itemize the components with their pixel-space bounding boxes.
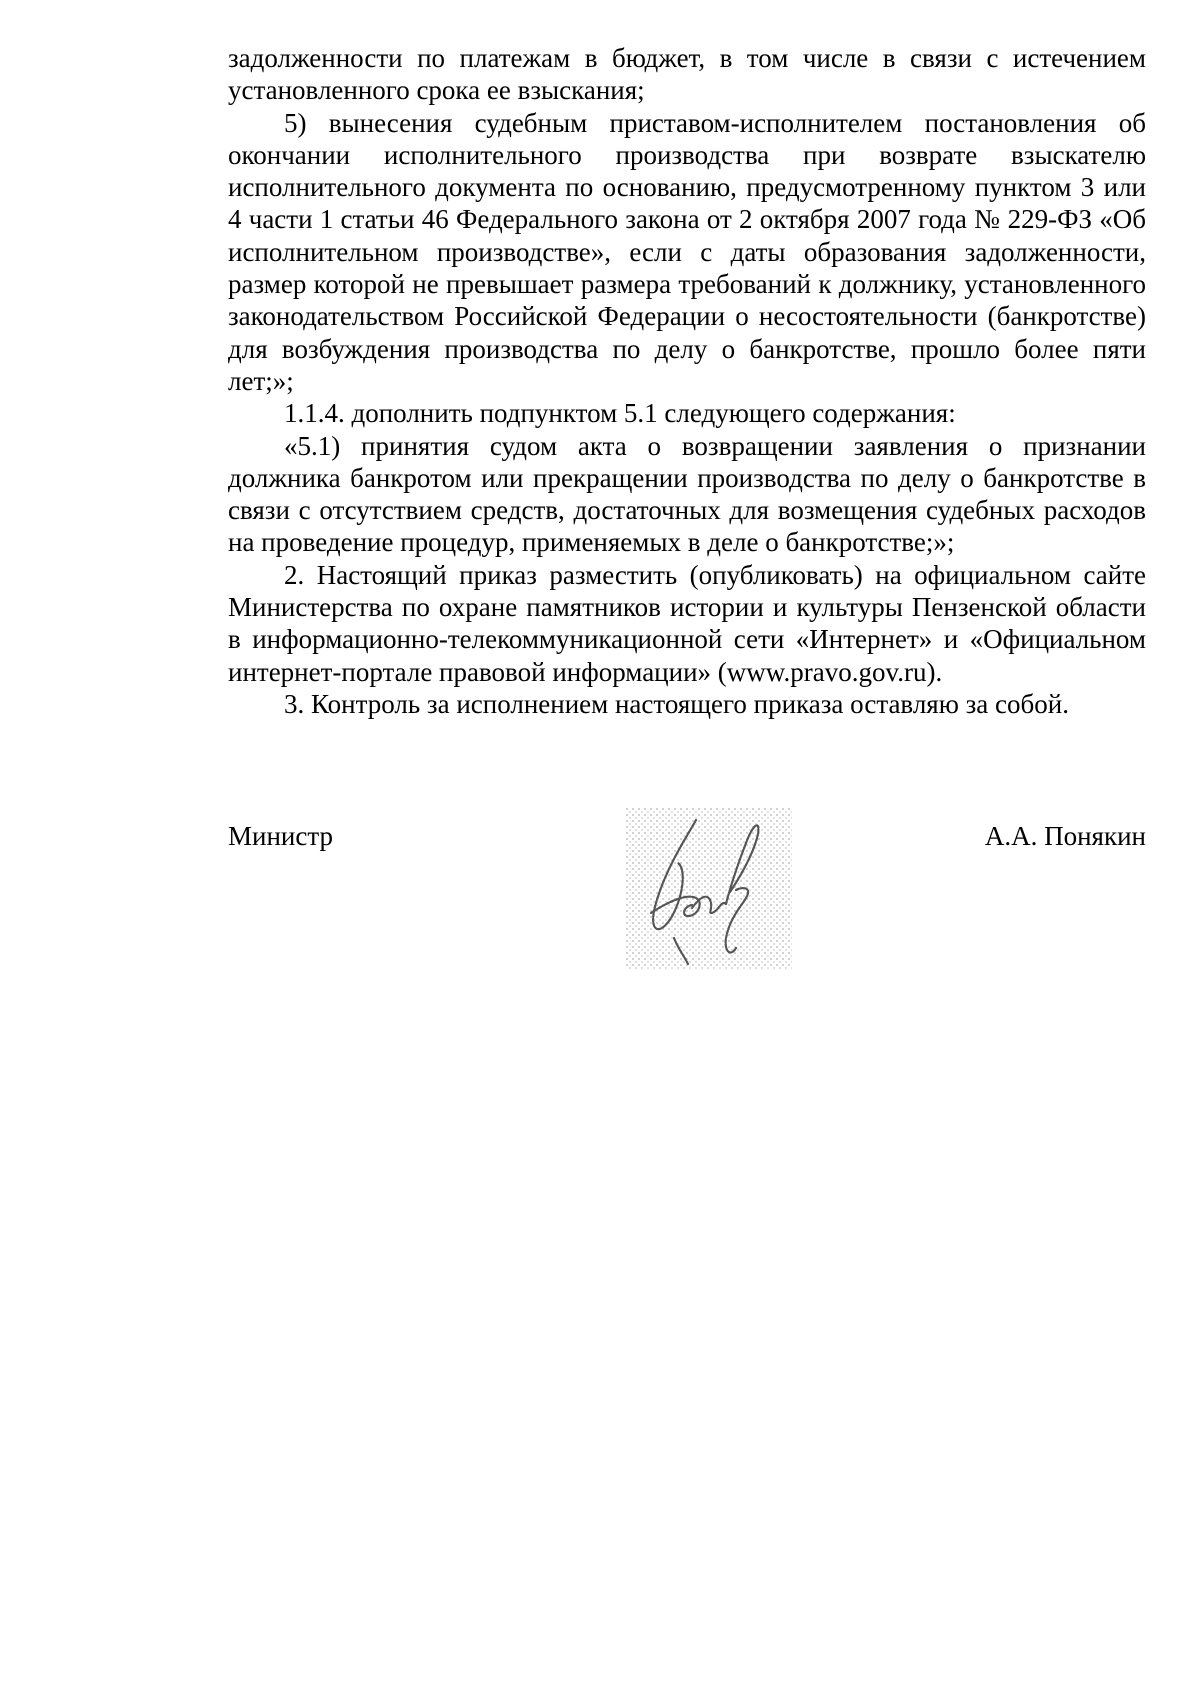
paragraph-item-5: 5) вынесения судебным приставом-исполнителем постановления об окончании исполнительного производства при возврате взыскателю исполнительного документа по основанию, предусмотренному пунктом 3 или 4 части 1 статьи 46 Федерального закона от 2 октября 2007 года № 229-ФЗ «Об исполнительном производстве», если с даты образования задолженности, размер которой не превышает размера требований к должнику, установленного законодательством Российской Федерации о несостоятельности (банкротстве) для возбуждения производства по делу о банкротстве, прошло более пяти лет;»; [228,107,1146,396]
paragraph-item-1-1-4: 1.1.4. дополнить подпунктом 5.1 следующего содержания: [284,398,956,429]
paragraph-continuation: задолженности по платежам в бюджет, в том числе в связи с истечением установленного срока ее взыскания; [228,43,1146,106]
document-body [228,42,1146,720]
paragraph-item-3: 3. Контроль за исполнением настоящего приказа оставляю за собой. [284,688,1069,719]
paragraph-item-5-1: «5.1) принятия судом акта о возвращении заявления о признании должника банкротом или прекращении производства по делу о банкротстве в связи с отсутствием средств, достаточных для возмещения судебных расходов на проведение процедур, применяемых в деле о банкротстве;»; [228,430,1146,558]
signer-position: Министр [228,821,333,851]
paragraph-item-2: 2. Настоящий приказ разместить (опубликовать) на официальном сайте Министерства по охране памятников истории и культуры Пензенской области в информационно-телекоммуникационной сети «Интернет» и «Официальном интернет-портале правовой информации» (www.pravo.gov.ru). [228,559,1146,687]
handwritten-signature-icon [626,808,792,970]
signer-name: А.А. Понякин [984,821,1146,851]
